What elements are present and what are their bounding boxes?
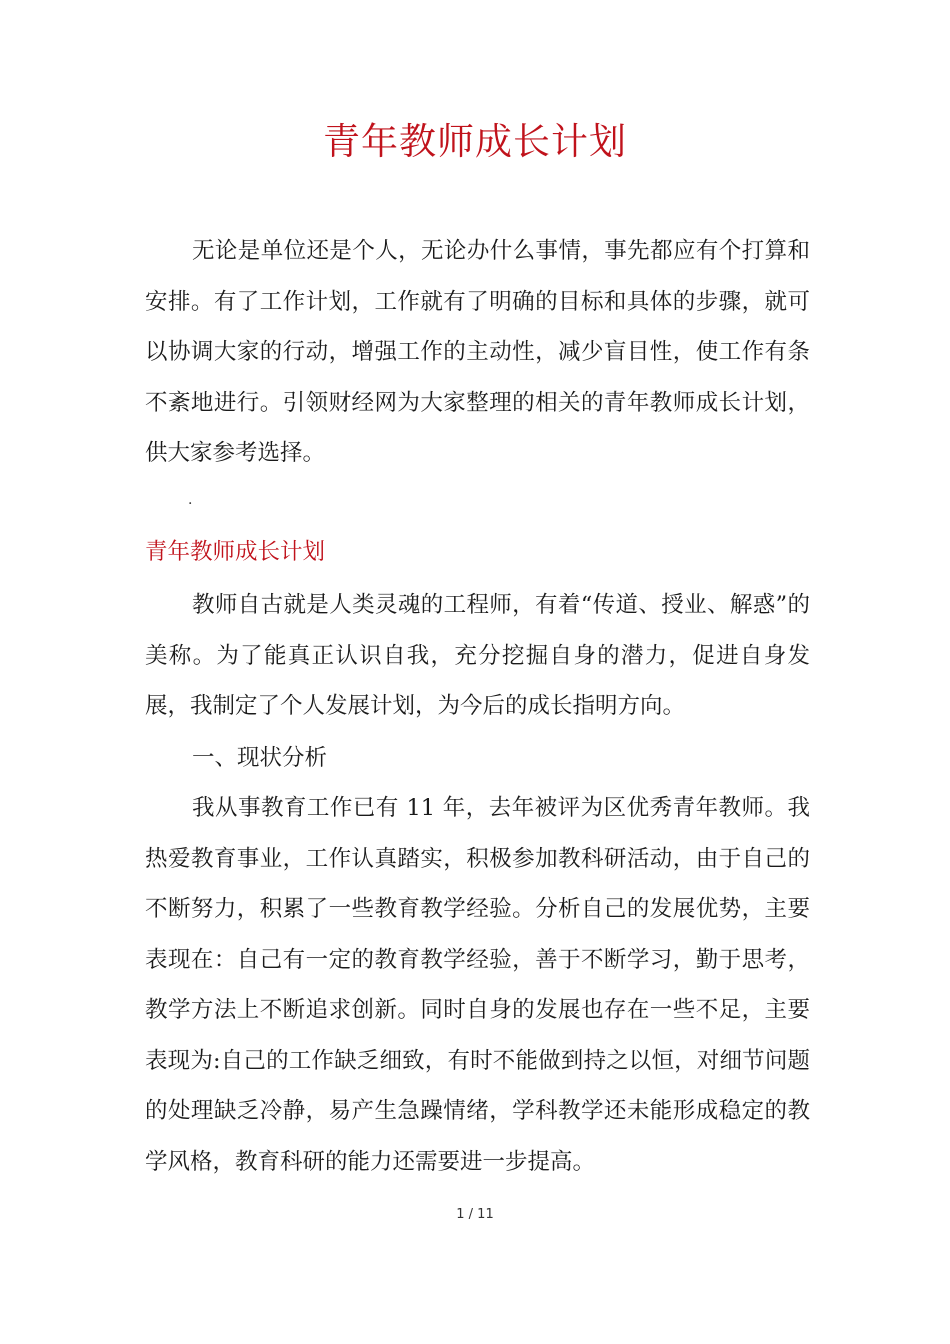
subheading-status-analysis: 一、现状分析 [192, 745, 328, 771]
intro-paragraph: 无论是单位还是个人，无论办什么事情，事先都应有个打算和安排。有了工作计划，工作就有了明确的目标和具体的步骤，就可以协调大家的行动，增强工作的主动性，减少盲目性，使工作有条不紊地进行。引领财经网为大家整理的相关的青年教师成长计划，供大家参考选择。 [145, 238, 810, 466]
page-number: 1 / 11 [456, 1207, 494, 1222]
paragraph-status-analysis: 我从事教育工作已有 11 年，去年被评为区优秀青年教师。我热爱教育事业，工作认真踏实，积极参加教科研活动，由于自己的不断努力，积累了一些教育教学经验。分析自己的发展优势，主要表现在：自己有一定的教育教学经验，善于不断学习，勤于思考，教学方法上不断追求创新。同时自身的发展也存在一些不足，主要表现为:自己的工作缺乏细致，有时不能做到持之以恒，对细节问题的处理缺乏冷静，易产生急躁情绪，学科教学还未能形成稳定的教学风格，教育科研的能力还需要进一步提高。 [145, 795, 810, 1175]
paragraph-teacher-intro: 教师自古就是人类灵魂的工程师，有着“传道、授业、解惑”的美称。为了能真正认识自我，充分挖掘自身的潜力，促进自身发展，我制定了个人发展计划，为今后的成长指明方向。 [145, 592, 810, 719]
document-title: 青年教师成长计划 [323, 120, 627, 163]
section-heading: 青年教师成长计划 [145, 539, 326, 565]
separator-dot: · [188, 496, 193, 512]
